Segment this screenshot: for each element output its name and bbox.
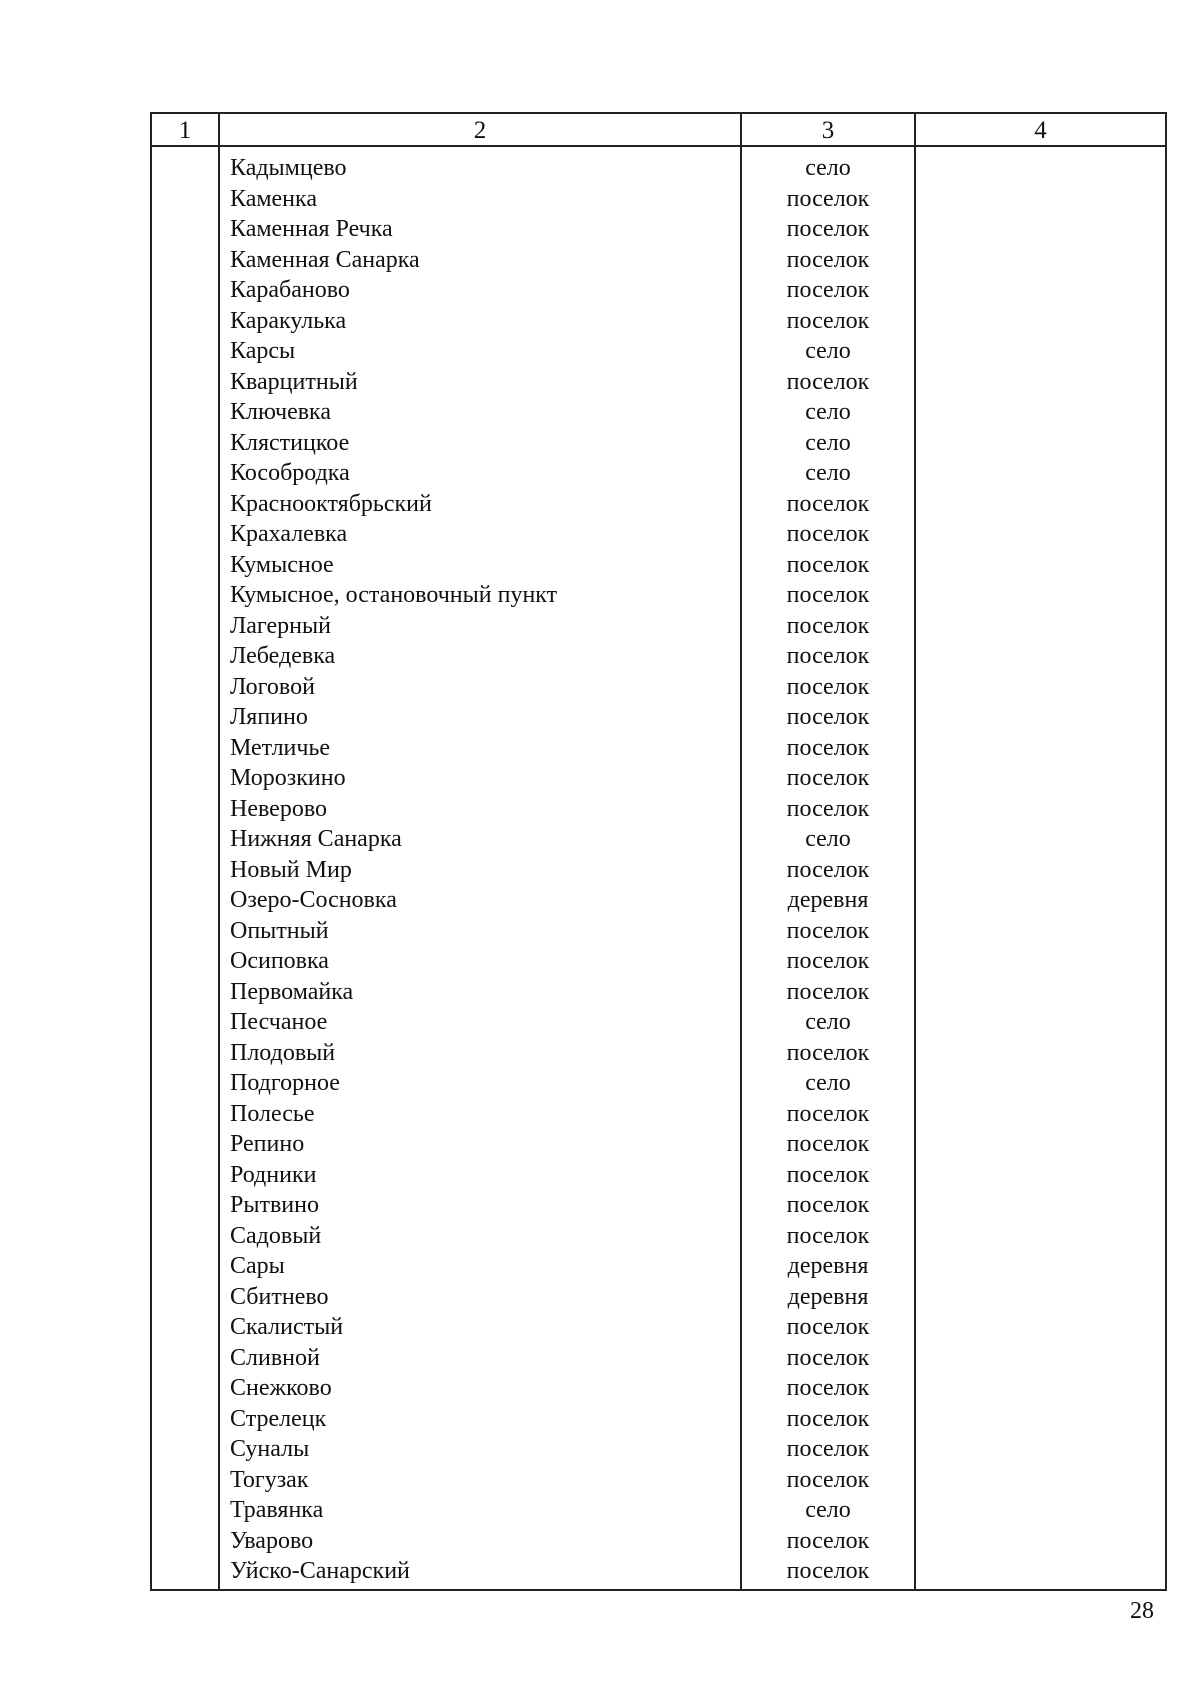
settlement-type: поселок bbox=[786, 612, 870, 639]
settlement-type: поселок bbox=[786, 521, 870, 547]
settlement-name: Морозкино bbox=[230, 765, 346, 791]
settlement-type: поселок bbox=[786, 307, 870, 334]
settlement-type: село bbox=[805, 399, 851, 425]
settlement-type: поселок bbox=[786, 917, 870, 944]
settlement-type: поселок bbox=[786, 490, 870, 517]
column-3-cell bbox=[741, 146, 915, 1590]
settlement-type: поселок bbox=[786, 185, 870, 212]
settlement-name: Кособродка bbox=[230, 460, 350, 486]
settlement-name: Лебедевка bbox=[230, 643, 336, 669]
settlement-type: поселок bbox=[786, 978, 870, 1005]
settlement-type: село bbox=[805, 460, 851, 486]
settlement-name: Садовый bbox=[230, 1222, 322, 1249]
settlement-type: поселок bbox=[786, 1131, 870, 1157]
settlement-type: поселок bbox=[786, 1192, 870, 1218]
settlement-names-list bbox=[220, 147, 740, 1589]
settlement-name: Опытный bbox=[230, 917, 329, 944]
column-header-3: 3 bbox=[741, 113, 915, 146]
settlement-type: поселок bbox=[786, 1100, 870, 1127]
settlement-type: село bbox=[805, 155, 851, 181]
settlement-type: поселок bbox=[786, 643, 870, 669]
settlement-name: Родники bbox=[230, 1161, 317, 1188]
settlement-type: поселок bbox=[786, 1344, 870, 1371]
settlement-type: поселок bbox=[786, 582, 870, 608]
settlement-type: поселок bbox=[786, 765, 870, 791]
settlement-name: Первомайка bbox=[230, 978, 354, 1005]
settlement-name: Подгорное bbox=[230, 1070, 340, 1096]
settlement-name: Краснооктябрьский bbox=[230, 490, 432, 517]
settlement-type: поселок bbox=[786, 1039, 870, 1066]
column-4-cell bbox=[915, 146, 1166, 1590]
settlement-name: Кумысное bbox=[230, 551, 334, 578]
settlement-name: Кадымцево bbox=[230, 155, 347, 181]
settlement-name: Рытвино bbox=[230, 1192, 319, 1218]
settlement-types-list bbox=[742, 147, 914, 1589]
settlement-type: село bbox=[805, 826, 851, 852]
settlement-type: поселок bbox=[786, 1375, 870, 1401]
settlement-type: село bbox=[805, 1070, 851, 1096]
settlement-name: Уйско-Санарский bbox=[230, 1558, 410, 1584]
settlement-name: Репино bbox=[230, 1131, 305, 1157]
settlement-name: Кварцитный bbox=[230, 368, 358, 395]
table-body-row bbox=[151, 146, 1166, 1590]
settlement-name: Ляпино bbox=[230, 704, 308, 730]
settlement-type: поселок bbox=[786, 1161, 870, 1188]
settlement-name: Сары bbox=[230, 1253, 285, 1279]
settlement-type: поселок bbox=[786, 673, 870, 700]
settlement-type: поселок bbox=[786, 368, 870, 395]
settlement-name: Карсы bbox=[230, 338, 296, 364]
settlement-type: поселок bbox=[786, 1527, 870, 1554]
settlement-name: Скалистый bbox=[230, 1314, 344, 1340]
settlement-name: Сбитнево bbox=[230, 1283, 329, 1310]
column-1-cell bbox=[151, 146, 219, 1590]
settlement-name: Снежково bbox=[230, 1375, 332, 1401]
settlement-name: Каменная Речка bbox=[230, 216, 393, 242]
settlement-type: поселок bbox=[786, 216, 870, 242]
settlement-name: Каракулька bbox=[230, 307, 347, 334]
settlement-name: Метличье bbox=[230, 734, 331, 761]
settlement-type: деревня bbox=[787, 1253, 869, 1279]
column-2-cell bbox=[219, 146, 741, 1590]
settlement-type: поселок bbox=[786, 1466, 870, 1493]
settlement-type: поселок bbox=[786, 246, 870, 273]
settlement-type: поселок bbox=[786, 1314, 870, 1340]
column-header-1: 1 bbox=[151, 113, 219, 146]
settlement-name: Нижняя Санарка bbox=[230, 826, 402, 852]
settlement-name: Кумысное, остановочный пункт bbox=[230, 582, 558, 608]
settlement-type: поселок bbox=[786, 948, 870, 974]
settlement-name: Каменная Санарка bbox=[230, 246, 420, 273]
settlement-type: деревня bbox=[787, 1283, 869, 1310]
page-number: 28 bbox=[1130, 1598, 1154, 1624]
settlement-name: Сливной bbox=[230, 1344, 320, 1371]
settlement-name: Полесье bbox=[230, 1100, 315, 1127]
table-header-row bbox=[151, 113, 1166, 146]
settlement-name: Ключевка bbox=[230, 399, 332, 425]
settlement-name: Озеро-Сосновка bbox=[230, 887, 397, 913]
settlement-type: село bbox=[805, 338, 851, 364]
settlement-name: Каменка bbox=[230, 185, 317, 212]
settlement-type: поселок bbox=[786, 1222, 870, 1249]
settlement-type: поселок bbox=[786, 1405, 870, 1432]
settlement-type: поселок bbox=[786, 704, 870, 730]
settlement-name: Лагерный bbox=[230, 612, 331, 639]
column-header-2: 2 bbox=[219, 113, 741, 146]
settlement-type: село bbox=[805, 1009, 851, 1035]
settlement-type: поселок bbox=[786, 734, 870, 761]
settlement-name: Клястицкое bbox=[230, 429, 350, 456]
settlement-type: село bbox=[805, 1497, 851, 1523]
settlement-name: Тогузак bbox=[230, 1466, 309, 1493]
settlement-name: Осиповка bbox=[230, 948, 329, 974]
settlement-type: село bbox=[805, 429, 851, 456]
settlement-type: деревня bbox=[787, 887, 869, 913]
settlement-name: Плодовый bbox=[230, 1039, 336, 1066]
settlement-type: поселок bbox=[786, 551, 870, 578]
settlements-table bbox=[150, 112, 1167, 1591]
settlement-type: поселок bbox=[786, 1436, 870, 1462]
settlement-name: Крахалевка bbox=[230, 521, 348, 547]
settlement-name: Уварово bbox=[230, 1527, 314, 1554]
settlement-type: поселок bbox=[786, 277, 870, 303]
settlement-type: поселок bbox=[786, 1558, 870, 1584]
settlement-name: Травянка bbox=[230, 1497, 324, 1523]
settlement-name: Новый Мир bbox=[230, 856, 352, 883]
settlement-type: поселок bbox=[786, 795, 870, 822]
settlement-name: Стрелецк bbox=[230, 1405, 327, 1432]
settlement-name: Песчаное bbox=[230, 1009, 328, 1035]
settlement-name: Неверово bbox=[230, 795, 327, 822]
settlement-name: Суналы bbox=[230, 1436, 310, 1462]
settlement-name: Карабаново bbox=[230, 277, 350, 303]
column-header-4: 4 bbox=[915, 113, 1166, 146]
settlement-name: Логовой bbox=[230, 673, 315, 700]
settlement-type: поселок bbox=[786, 856, 870, 883]
